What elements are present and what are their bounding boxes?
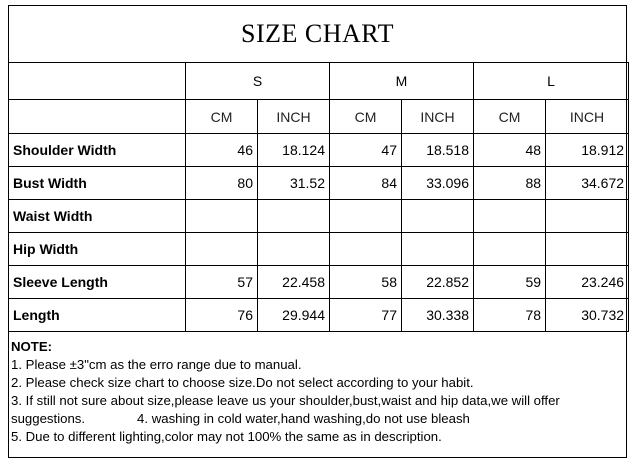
row-label: Waist Width [9, 200, 186, 233]
unit-header-cm: CM [330, 100, 402, 134]
cm-value-cell: 57 [186, 266, 258, 299]
page-title: SIZE CHART [241, 19, 394, 48]
table-row [9, 299, 629, 332]
inch-value-cell: 30.338 [402, 299, 474, 332]
cm-value-cell [186, 233, 258, 266]
cm-value-cell [474, 200, 546, 233]
size-header-s: S [186, 63, 330, 100]
cm-value-cell: 78 [474, 299, 546, 332]
size-table [8, 62, 629, 332]
inch-value-cell: 33.096 [402, 167, 474, 200]
cm-value-cell: 76 [186, 299, 258, 332]
cm-value-cell: 88 [474, 167, 546, 200]
cm-value-cell [474, 233, 546, 266]
table-row [9, 200, 629, 233]
row-label: Sleeve Length [9, 266, 186, 299]
table-row [9, 266, 629, 299]
row-label: Length [9, 299, 186, 332]
unit-header-inch: INCH [258, 100, 330, 134]
unit-header-cm: CM [474, 100, 546, 134]
unit-header-row [9, 100, 629, 134]
inch-value-cell: 29.944 [258, 299, 330, 332]
size-header-l: L [474, 63, 629, 100]
table-row [9, 167, 629, 200]
row-label: Bust Width [9, 167, 186, 200]
table-row [9, 134, 629, 167]
cm-value-cell [330, 200, 402, 233]
note-line-4-washing: 4. washing in cold water,hand washing,do not use bleash [137, 411, 470, 426]
inch-value-cell [258, 233, 330, 266]
cm-value-cell: 46 [186, 134, 258, 167]
note-line-2: 2. Please check size chart to choose size.Do not select according to your habit. [11, 375, 474, 390]
unit-header-inch: INCH [546, 100, 629, 134]
corner-cell [9, 63, 186, 100]
inch-value-cell: 23.246 [546, 266, 629, 299]
size-header-m: M [330, 63, 474, 100]
cm-value-cell: 48 [474, 134, 546, 167]
unit-header-inch: INCH [402, 100, 474, 134]
cm-value-cell: 84 [330, 167, 402, 200]
note-line-5: 5. Due to different lighting,color may not 100% the same as in description. [11, 429, 442, 444]
inch-value-cell [402, 233, 474, 266]
inch-value-cell [546, 200, 629, 233]
inch-value-cell: 30.732 [546, 299, 629, 332]
cm-value-cell: 80 [186, 167, 258, 200]
inch-value-cell: 18.518 [402, 134, 474, 167]
inch-value-cell [402, 200, 474, 233]
notes-heading: NOTE: [11, 339, 53, 354]
row-label: Hip Width [9, 233, 186, 266]
inch-value-cell [258, 200, 330, 233]
size-chart-frame [8, 5, 627, 458]
cm-value-cell: 58 [330, 266, 402, 299]
note-line-1: 1. Please ±3"cm as the erro range due to manual. [11, 357, 302, 372]
unit-header-cm: CM [186, 100, 258, 134]
cm-value-cell [186, 200, 258, 233]
cm-value-cell [330, 233, 402, 266]
inch-value-cell [546, 233, 629, 266]
unit-corner-cell [9, 100, 186, 134]
inch-value-cell: 22.458 [258, 266, 330, 299]
table-row [9, 233, 629, 266]
cm-value-cell: 77 [330, 299, 402, 332]
inch-value-cell: 18.912 [546, 134, 629, 167]
note-line-4 [11, 410, 623, 428]
size-header-row [9, 63, 629, 100]
cm-value-cell: 59 [474, 266, 546, 299]
inch-value-cell: 18.124 [258, 134, 330, 167]
note-line-4-suggestions: suggestions. [11, 411, 86, 426]
inch-value-cell: 22.852 [402, 266, 474, 299]
cm-value-cell: 47 [330, 134, 402, 167]
row-label: Shoulder Width [9, 134, 186, 167]
inch-value-cell: 31.52 [258, 167, 330, 200]
note-line-3: 3. If still not sure about size,please leave us your shoulder,bust,waist and hip data,we will offer [11, 393, 560, 408]
notes-section [11, 338, 623, 446]
inch-value-cell: 34.672 [546, 167, 629, 200]
